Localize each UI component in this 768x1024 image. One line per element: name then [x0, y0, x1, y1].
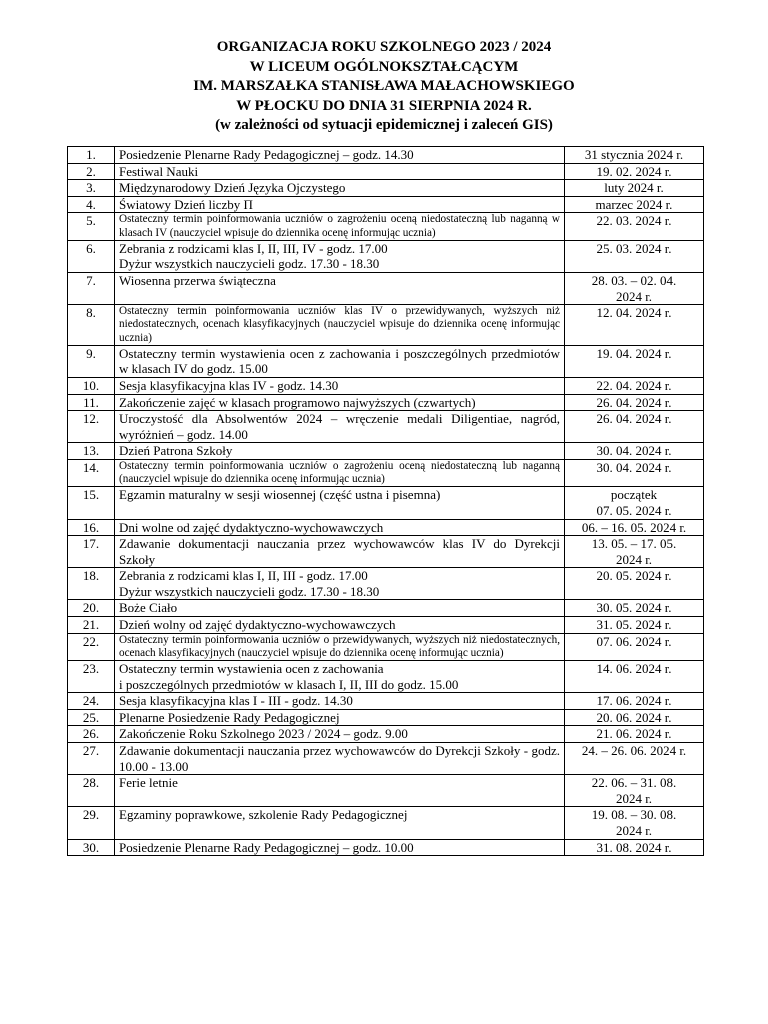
date-cell [565, 536, 704, 568]
date-text: 21. 06. 2024 r. [596, 726, 672, 742]
date-cell [565, 147, 704, 164]
row-number: 6. [68, 240, 115, 272]
table-row [68, 147, 704, 164]
event-cell [115, 459, 565, 486]
row-number: 5. [68, 213, 115, 240]
date-text: luty 2024 r. [604, 180, 664, 196]
table-row [68, 726, 704, 743]
event-text: Ostateczny termin poinformowania uczniów o zagrożeniu oceną niedostateczną lub naganną w klasach IV (nauczyciel wpisuje do dziennika ocenę informując ucznia) [119, 213, 560, 239]
row-number: 11. [68, 394, 115, 411]
event-cell [115, 839, 565, 856]
title-line-2: W LICEUM OGÓLNOKSZTAŁCĄCYM [249, 58, 519, 75]
table-row [68, 775, 704, 807]
event-cell [115, 775, 565, 807]
date-text: 20. 06. 2024 r. [596, 709, 672, 725]
event-text: Plenarne Posiedzenie Rady Pedagogicznej [119, 709, 340, 725]
row-number: 8. [68, 305, 115, 346]
date-cell [565, 487, 704, 519]
event-text: Dyżur wszystkich nauczycieli godz. 17.30 - 18.30 [119, 583, 380, 599]
event-text: Uroczystość dla Absolwentów 2024 – wręczenie medali Diligentiae, nagród, wyróżnień – godz. 14.00 [119, 411, 560, 442]
event-cell [115, 240, 565, 272]
title-line-4: W PŁOCKU DO DNIA 31 SIERPNIA 2024 R. [236, 97, 532, 114]
date-text: 22. 06. – 31. 08. [591, 775, 677, 791]
row-number: 28. [68, 775, 115, 807]
table-row [68, 519, 704, 536]
table-row [68, 213, 704, 240]
event-cell [115, 536, 565, 568]
table-row [68, 394, 704, 411]
event-text: Dyżur wszystkich nauczycieli godz. 17.30 - 18.30 [119, 256, 380, 272]
row-number: 9. [68, 345, 115, 377]
event-cell [115, 305, 565, 346]
row-number: 18. [68, 568, 115, 600]
event-cell [115, 411, 565, 443]
table-row [68, 693, 704, 710]
date-text: 06. – 16. 05. 2024 r. [581, 519, 687, 535]
date-text: 19. 04. 2024 r. [596, 345, 672, 361]
date-cell [565, 693, 704, 710]
date-cell [565, 459, 704, 486]
event-text: Zdawanie dokumentacji nauczania przez wychowawców klas IV do Dyrekcji Szkoły [119, 536, 560, 567]
date-text: 07. 06. 2024 r. [596, 633, 672, 649]
date-cell [565, 272, 704, 304]
event-text: Ostateczny termin wystawienia ocen z zachowania [119, 661, 384, 677]
event-cell [115, 487, 565, 519]
table-row [68, 411, 704, 443]
table-row [68, 661, 704, 693]
event-cell [115, 147, 565, 164]
date-cell [565, 839, 704, 856]
event-text: Zakończenie Roku Szkolnego 2023 / 2024 – godz. 9.00 [119, 726, 408, 742]
table-row [68, 743, 704, 775]
date-text: 13. 05. – 17. 05. [591, 536, 677, 552]
date-cell [565, 726, 704, 743]
table-row [68, 839, 704, 856]
table-row [68, 633, 704, 660]
date-text: 22. 03. 2024 r. [596, 213, 672, 229]
date-text: 12. 04. 2024 r. [596, 305, 672, 321]
row-number: 14. [68, 459, 115, 486]
date-cell [565, 709, 704, 726]
date-text: 30. 04. 2024 r. [596, 443, 672, 459]
event-text: Ostateczny termin poinformowania uczniów klas IV o przewidywanych, wyższych niż niedostatecznych, ocenach klasyfikacyjnych (nauczyciel wpisuje do dziennika ocenę informując ucznia) [119, 305, 560, 344]
table-row [68, 180, 704, 197]
date-text: 31 stycznia 2024 r. [584, 147, 684, 162]
date-text: 30. 04. 2024 r. [596, 459, 672, 475]
event-text: Zebrania z rodzicami klas I, II, III, IV - godz. 17.00 [119, 240, 388, 256]
date-cell [565, 305, 704, 346]
event-cell [115, 617, 565, 634]
table-row [68, 240, 704, 272]
event-cell [115, 568, 565, 600]
date-text: 2024 r. [615, 288, 653, 304]
date-text: 20. 05. 2024 r. [596, 568, 672, 584]
table-row [68, 807, 704, 839]
event-text: Egzamin maturalny w sesji wiosennej (część ustna i pisemna) [119, 487, 441, 503]
row-number: 4. [68, 196, 115, 213]
row-number: 30. [68, 839, 115, 856]
row-number: 16. [68, 519, 115, 536]
table-row [68, 196, 704, 213]
event-cell [115, 807, 565, 839]
event-text: Sesja klasyfikacyjna klas I - III - godz. 14.30 [119, 693, 353, 709]
table-row [68, 459, 704, 486]
schedule-table-body [68, 147, 704, 856]
table-row [68, 377, 704, 394]
date-text: 2024 r. [615, 551, 653, 567]
date-cell [565, 661, 704, 693]
event-text: Posiedzenie Plenarne Rady Pedagogicznej – godz. 14.30 [119, 147, 414, 162]
row-number: 25. [68, 709, 115, 726]
event-cell [115, 180, 565, 197]
table-row [68, 272, 704, 304]
date-cell [565, 213, 704, 240]
row-number: 21. [68, 617, 115, 634]
row-number: 12. [68, 411, 115, 443]
row-number: 29. [68, 807, 115, 839]
date-cell [565, 180, 704, 197]
event-text: Wiosenna przerwa świąteczna [119, 272, 276, 288]
event-cell [115, 693, 565, 710]
event-text: Festiwal Nauki [119, 163, 199, 179]
row-number: 1. [68, 147, 115, 164]
date-cell [565, 568, 704, 600]
event-text: i poszczególnych przedmiotów w klasach I, II, III do godz. 15.00 [119, 676, 459, 692]
date-cell [565, 617, 704, 634]
table-row [68, 345, 704, 377]
document-header [0, 38, 768, 136]
event-text: Międzynarodowy Dzień Języka Ojczystego [119, 180, 346, 196]
event-text: Dni wolne od zajęć dydaktyczno-wychowawczych [119, 519, 384, 535]
title-line-1: ORGANIZACJA ROKU SZKOLNEGO 2023 / 2024 [216, 39, 552, 55]
date-text: 17. 06. 2024 r. [596, 693, 672, 709]
date-text: 2024 r. [615, 823, 653, 839]
row-number: 2. [68, 163, 115, 180]
event-cell [115, 394, 565, 411]
date-cell [565, 775, 704, 807]
event-text: Dzień Patrona Szkoły [119, 443, 233, 459]
event-cell [115, 213, 565, 240]
date-cell [565, 633, 704, 660]
event-text: Ferie letnie [119, 775, 178, 791]
date-cell [565, 240, 704, 272]
row-number: 20. [68, 600, 115, 617]
event-cell [115, 272, 565, 304]
table-row [68, 163, 704, 180]
date-text: 2024 r. [615, 790, 653, 806]
date-text: początek [610, 487, 658, 503]
date-text: 31. 08. 2024 r. [596, 839, 672, 855]
row-number: 15. [68, 487, 115, 519]
event-text: Sesja klasyfikacyjna klas IV - godz. 14.30 [119, 377, 339, 393]
row-number: 13. [68, 443, 115, 460]
date-text: 14. 06. 2024 r. [596, 661, 672, 677]
event-text: Ostateczny termin poinformowania uczniów o zagrożeniu oceną niedostateczną lub naganną (nauczyciel wpisuje do dziennika ocenę informując ucznia) [119, 459, 560, 486]
date-text: 22. 04. 2024 r. [596, 377, 672, 393]
event-cell [115, 743, 565, 775]
table-row [68, 600, 704, 617]
event-text: Światowy Dzień liczby Π [119, 196, 253, 212]
table-row [68, 617, 704, 634]
date-cell [565, 807, 704, 839]
event-cell [115, 519, 565, 536]
table-row [68, 443, 704, 460]
title-line-5: (w zależności od sytuacji epidemicznej i zaleceń GIS) [215, 117, 553, 133]
date-cell [565, 519, 704, 536]
table-row [68, 536, 704, 568]
row-number: 10. [68, 377, 115, 394]
date-text: 19. 02. 2024 r. [596, 163, 672, 179]
date-text: 26. 04. 2024 r. [596, 411, 672, 427]
event-cell [115, 345, 565, 377]
table-row [68, 305, 704, 346]
row-number: 17. [68, 536, 115, 568]
table-row [68, 487, 704, 519]
date-cell [565, 411, 704, 443]
event-cell [115, 600, 565, 617]
date-text: 24. – 26. 06. 2024 r. [581, 743, 687, 759]
event-cell [115, 726, 565, 743]
table-row [68, 568, 704, 600]
event-cell [115, 443, 565, 460]
date-text: 19. 08. – 30. 08. [591, 807, 677, 823]
table-row [68, 709, 704, 726]
row-number: 26. [68, 726, 115, 743]
row-number: 27. [68, 743, 115, 775]
event-text: Posiedzenie Plenarne Rady Pedagogicznej – godz. 10.00 [119, 839, 414, 855]
event-cell [115, 196, 565, 213]
date-cell [565, 163, 704, 180]
date-cell [565, 743, 704, 775]
date-cell [565, 377, 704, 394]
event-text: Zdawanie dokumentacji nauczania przez wychowawców do Dyrekcji Szkoły - godz. 10.00 - 13.00 [119, 743, 560, 774]
event-cell [115, 633, 565, 660]
event-cell [115, 377, 565, 394]
date-cell [565, 345, 704, 377]
date-text: 26. 04. 2024 r. [596, 394, 672, 410]
schedule-table [67, 146, 704, 856]
date-text: 31. 05. 2024 r. [596, 617, 672, 633]
event-text: Dzień wolny od zajęć dydaktyczno-wychowawczych [119, 617, 396, 633]
event-cell [115, 661, 565, 693]
title-line-3: IM. MARSZAŁKA STANISŁAWA MAŁACHOWSKIEGO [193, 78, 575, 94]
row-number: 24. [68, 693, 115, 710]
row-number: 22. [68, 633, 115, 660]
date-cell [565, 394, 704, 411]
event-text: Egzaminy poprawkowe, szkolenie Rady Pedagogicznej [119, 807, 408, 823]
event-text: Ostateczny termin poinformowania uczniów o przewidywanych, wyższych niż niedostatecznych, ocenach klasyfikacyjnych (nauczyciel wpisuje do dziennika ocenę informując ucznia) [119, 633, 560, 659]
date-cell [565, 600, 704, 617]
row-number: 3. [68, 180, 115, 197]
date-cell [565, 443, 704, 460]
date-text: marzec 2024 r. [595, 196, 673, 212]
date-text: 28. 03. – 02. 04. [591, 272, 677, 288]
event-cell [115, 709, 565, 726]
event-text: Zakończenie zajęć w klasach programowo najwyższych (czwartych) [119, 394, 476, 410]
date-text: 25. 03. 2024 r. [596, 240, 672, 256]
event-cell [115, 163, 565, 180]
date-text: 30. 05. 2024 r. [596, 600, 672, 616]
date-cell [565, 196, 704, 213]
row-number: 23. [68, 661, 115, 693]
event-text: Zebrania z rodzicami klas I, II, III - godz. 17.00 [119, 568, 368, 584]
row-number: 7. [68, 272, 115, 304]
date-text: 07. 05. 2024 r. [596, 502, 672, 518]
event-text: Ostateczny termin wystawienia ocen z zachowania i poszczególnych przedmiotów w klasach IV do godz. 15.00 [119, 345, 560, 377]
event-text: Boże Ciało [119, 600, 178, 616]
